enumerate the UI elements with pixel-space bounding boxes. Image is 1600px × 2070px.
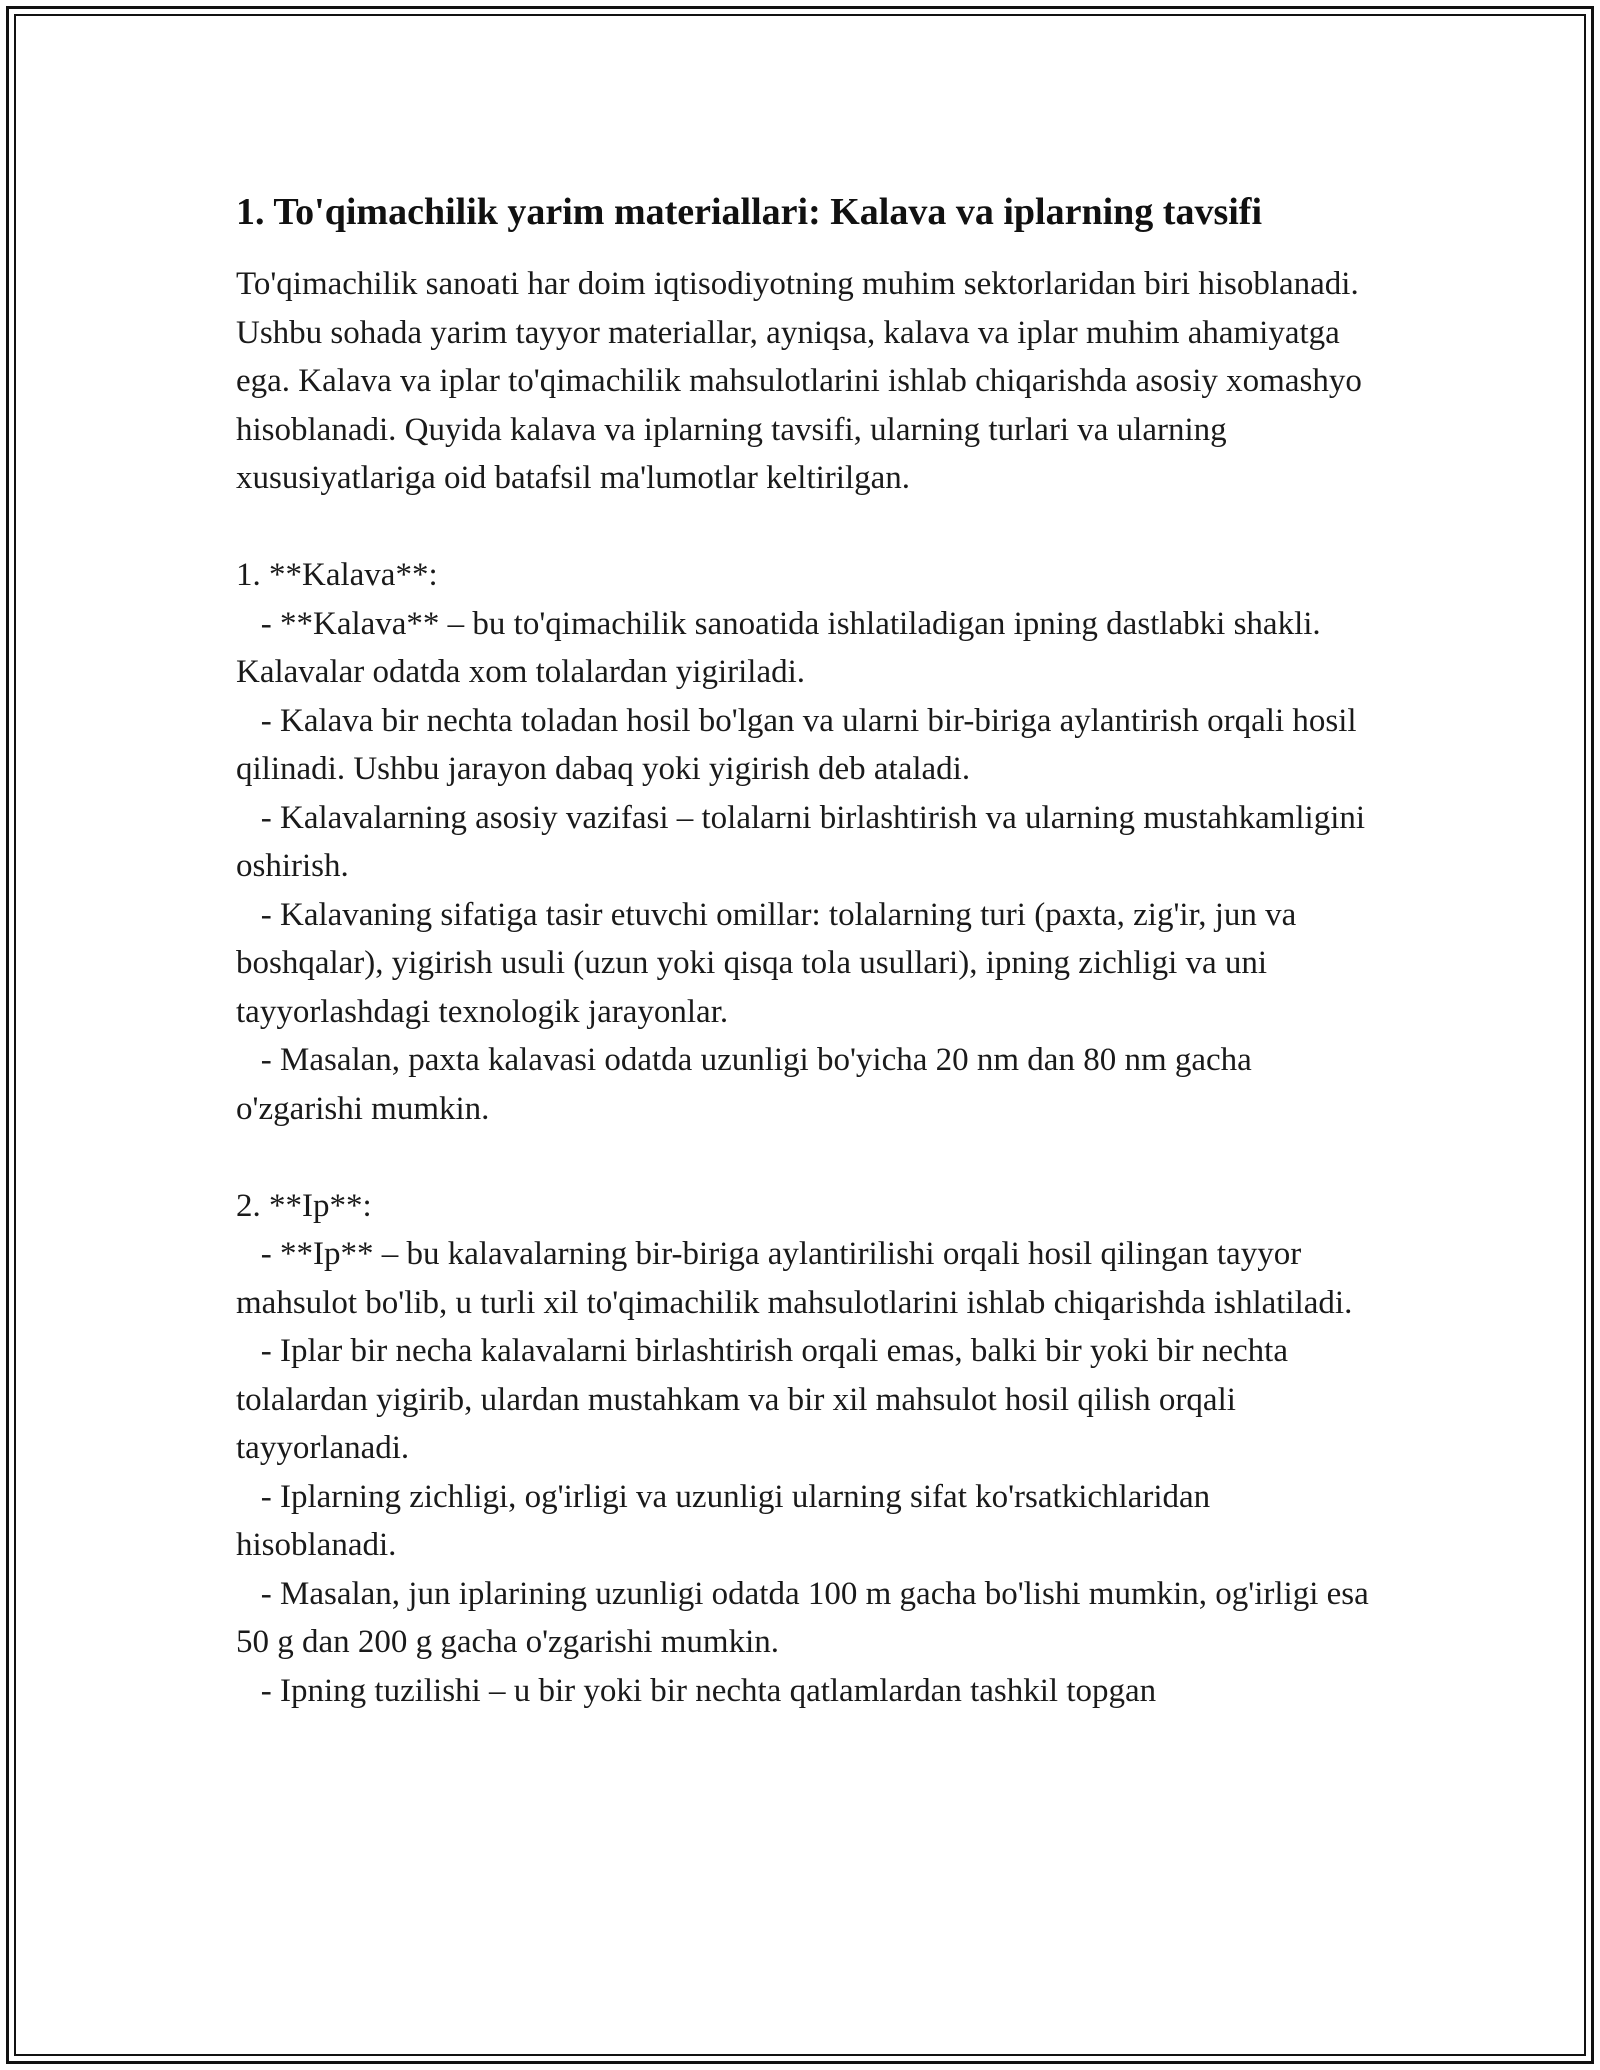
section-kalava xyxy=(236,551,1376,1133)
list-item: - Masalan, jun iplarining uzunligi odatda 100 m gacha bo'lishi mumkin, og'irligi esa 50 g dan 200 g gacha o'zgarishi mumkin. xyxy=(236,1575,1378,1660)
list-item: - Iplarning zichligi, og'irligi va uzunligi ularning sifat ko'rsatkichlaridan hisoblanadi. xyxy=(236,1478,1219,1563)
list-item: - Iplar bir necha kalavalarni birlashtirish orqali emas, balki bir yoki bir nechta tolalardan yigirib, ulardan mustahkam va bir xil mahsulot hosil qilish orqali tayyorlanadi. xyxy=(236,1333,1297,1466)
section-ip xyxy=(236,1182,1376,1716)
document-body xyxy=(236,184,1376,1715)
intro-paragraph: To'qimachilik sanoati har doim iqtisodiyotning muhim sektorlaridan biri hisoblanadi. Ushbu sohada yarim tayyor materiallar, ayniqsa, kalava va iplar muhim ahamiyatga ega. Kalava va iplar to'qimachilik mahsulotlarini ishlab chiqarishda asosiy xomashyo hisoblanadi. Quyida kalava va iplarning tavsifi, ularning turlari va ularning xususiyatlariga oid batafsil ma'lumotlar keltirilgan. xyxy=(236,266,1362,496)
list-item: - **Kalava** – bu to'qimachilik sanoatida ishlatiladigan ipning dastlabki shakli. Kalavalar odatda xom tolalardan yigiriladi. xyxy=(236,605,1329,690)
list-item: - Ipning tuzilishi – u bir yoki bir nechta qatlamlardan tashkil topgan xyxy=(236,1672,1157,1709)
list-item: - Kalava bir nechta toladan hosil bo'lgan va ularni bir-biriga aylantirish orqali hosil qilinadi. Ushbu jarayon dabaq yoki yigirish deb ataladi. xyxy=(236,702,1365,787)
document-title: 1. To'qimachilik yarim materiallari: Kalava va iplarning tavsifi xyxy=(236,191,1263,233)
section-heading-ip: 2. **Ip**: xyxy=(236,1187,372,1224)
list-item: - Kalavalarning asosiy vazifasi – tolalarni birlashtirish va ularning mustahkamligini oshirish. xyxy=(236,799,1374,884)
list-item: - Kalavaning sifatiga tasir etuvchi omillar: tolalarning turi (paxta, zig'ir, jun va boshqalar), yigirish usuli (uzun yoki qisqa tola usullari), ipning zichligi va uni tayyorlashdagi texnologik jarayonlar. xyxy=(236,896,1305,1030)
list-item: - Masalan, paxta kalavasi odatda uzunligi bo'yicha 20 nm dan 80 nm gacha o'zgarishi mumkin. xyxy=(236,1042,1261,1127)
section-heading-kalava: 1. **Kalava**: xyxy=(236,557,438,593)
list-item: - **Ip** – bu kalavalarning bir-biriga aylantirilishi orqali hosil qilingan tayyor mahsulot bo'lib, u turli xil to'qimachilik mahsulotlarini ishlab chiqarishda ishlatiladi. xyxy=(236,1236,1353,1321)
